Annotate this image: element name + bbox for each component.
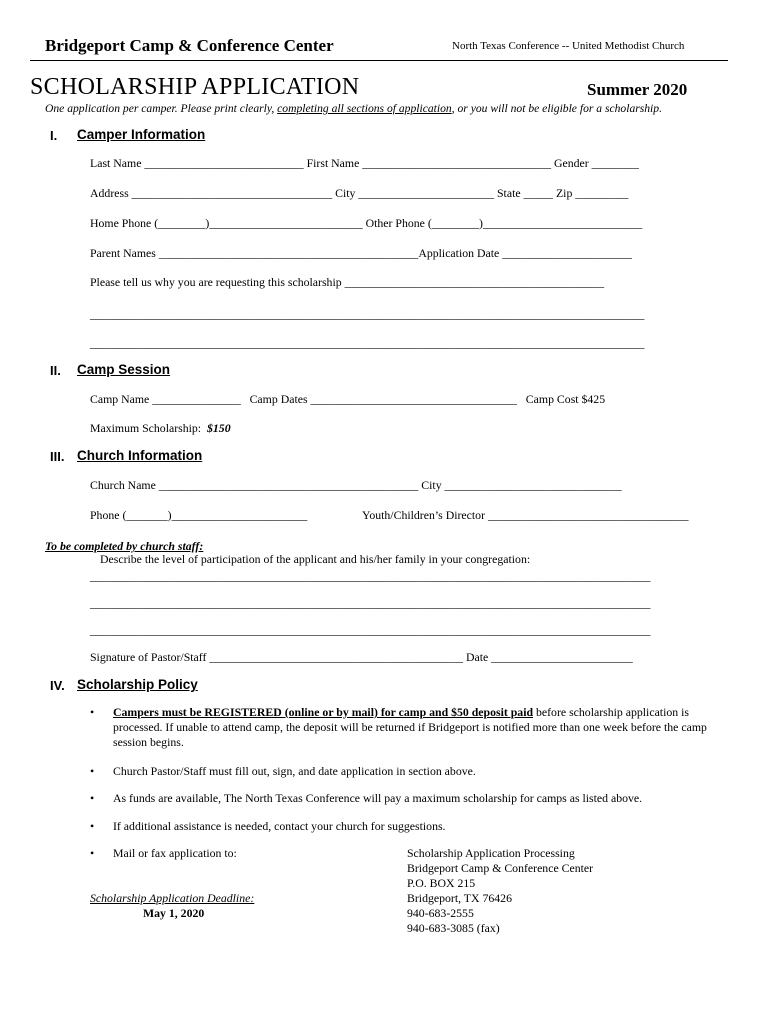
section-4-title: Scholarship Policy — [77, 677, 198, 692]
address-line: Bridgeport Camp & Conference Center — [407, 861, 594, 875]
fax-number: 940-683-3085 (fax) — [407, 921, 500, 935]
camper-phone-row[interactable]: Home Phone (________)__________________________ Other Phone (________)___________________________ — [90, 216, 643, 230]
policy-item-1-rest: before scholarship application is processed. If unable to attend camp, the deposit will be returned if Bridgeport is notified more than one week before the camp session begins. — [113, 705, 707, 749]
policy-bullet-5-marker: • — [90, 846, 95, 860]
form-term: Summer 2020 — [587, 80, 688, 99]
scholarship-reason-row[interactable]: Please tell us why you are requesting this scholarship ____________________________________________ — [90, 275, 605, 289]
participation-line-3[interactable]: _______________________________________________________________________________________________ — [90, 623, 651, 637]
deadline-label: Scholarship Application Deadline: — [90, 891, 255, 905]
church-phone-field[interactable]: Phone (_______)_______________________ — [90, 508, 308, 522]
pastor-signature-row[interactable]: Signature of Pastor/Staff ___________________________________________ Date ________________________ — [90, 650, 633, 664]
scholarship-reason-line-1[interactable]: ______________________________________________________________________________________________ — [90, 307, 645, 321]
maximum-scholarship — [90, 421, 231, 436]
policy-item-3: As funds are available, The North Texas Conference will pay a maximum scholarship for camps as listed above. — [113, 791, 643, 805]
section-2-title: Camp Session — [77, 362, 171, 377]
form-title: SCHOLARSHIP APPLICATION — [30, 74, 360, 100]
address-line: Bridgeport, TX 76426 — [407, 891, 512, 905]
mailing-address — [407, 846, 593, 936]
youth-director-field[interactable]: Youth/Children’s Director __________________________________ — [362, 508, 689, 522]
header-divider — [30, 60, 728, 61]
policy-bullet-3-marker: • — [90, 791, 95, 805]
policy-bullet-4-marker: • — [90, 819, 95, 833]
maximum-scholarship-value: $150 — [207, 421, 231, 435]
policy-item-5: Mail or fax application to: — [113, 846, 237, 860]
camper-name-row[interactable]: Last Name ___________________________ First Name ________________________________ Gender ________ — [90, 156, 639, 170]
instructions — [45, 102, 662, 115]
section-2-number: II. — [50, 363, 61, 378]
scholarship-reason-line-2[interactable]: ______________________________________________________________________________________________ — [90, 336, 645, 350]
camp-session-row[interactable]: Camp Name _______________ Camp Dates ___________________________________ Camp Cost $425 — [90, 392, 606, 406]
organization-name: Bridgeport Camp & Conference Center — [45, 36, 334, 55]
church-staff-heading: To be completed by church staff: — [45, 539, 204, 553]
section-1-title: Camper Information — [77, 127, 206, 142]
camper-address-row[interactable]: Address __________________________________ City _______________________ State _____ Zip _________ — [90, 186, 629, 200]
affiliation-text: North Texas Conference -- United Methodist Church — [452, 40, 685, 52]
phone-number: 940-683-2555 — [407, 906, 474, 920]
policy-bullet-1-marker: • — [90, 705, 95, 719]
parent-names-row[interactable]: Parent Names ____________________________________________Application Date ______________________ — [90, 246, 632, 260]
participation-line-1[interactable]: _______________________________________________________________________________________________ — [90, 569, 651, 583]
policy-item-2: Church Pastor/Staff must fill out, sign, and date application in section above. — [113, 764, 476, 778]
participation-line-2[interactable]: _______________________________________________________________________________________________ — [90, 596, 651, 610]
participation-prompt: Describe the level of participation of the applicant and his/her family in your congregation: — [100, 552, 531, 566]
instructions-underlined: completing all sections of application — [277, 102, 452, 115]
church-name-row[interactable]: Church Name ____________________________________________ City ______________________________ — [90, 478, 622, 492]
section-3-title: Church Information — [77, 448, 203, 463]
address-line: P.O. BOX 215 — [407, 876, 476, 890]
instructions-before: One application per camper. Please print clearly, — [45, 102, 278, 115]
policy-item-1 — [113, 705, 723, 750]
section-1-number: I. — [50, 128, 58, 143]
address-line: Scholarship Application Processing — [407, 846, 575, 860]
section-4-number: IV. — [50, 678, 65, 693]
section-3-number: III. — [50, 449, 65, 464]
policy-item-1-bold: Campers must be REGISTERED (online or by mail) for camp and $50 deposit paid — [113, 705, 534, 719]
deadline-date: May 1, 2020 — [143, 906, 205, 920]
policy-bullet-2-marker: • — [90, 764, 95, 778]
instructions-after: , or you will not be eligible for a scholarship. — [451, 102, 662, 115]
policy-item-4: If additional assistance is needed, contact your church for suggestions. — [113, 819, 446, 833]
maximum-scholarship-label: Maximum Scholarship: — [90, 421, 202, 435]
